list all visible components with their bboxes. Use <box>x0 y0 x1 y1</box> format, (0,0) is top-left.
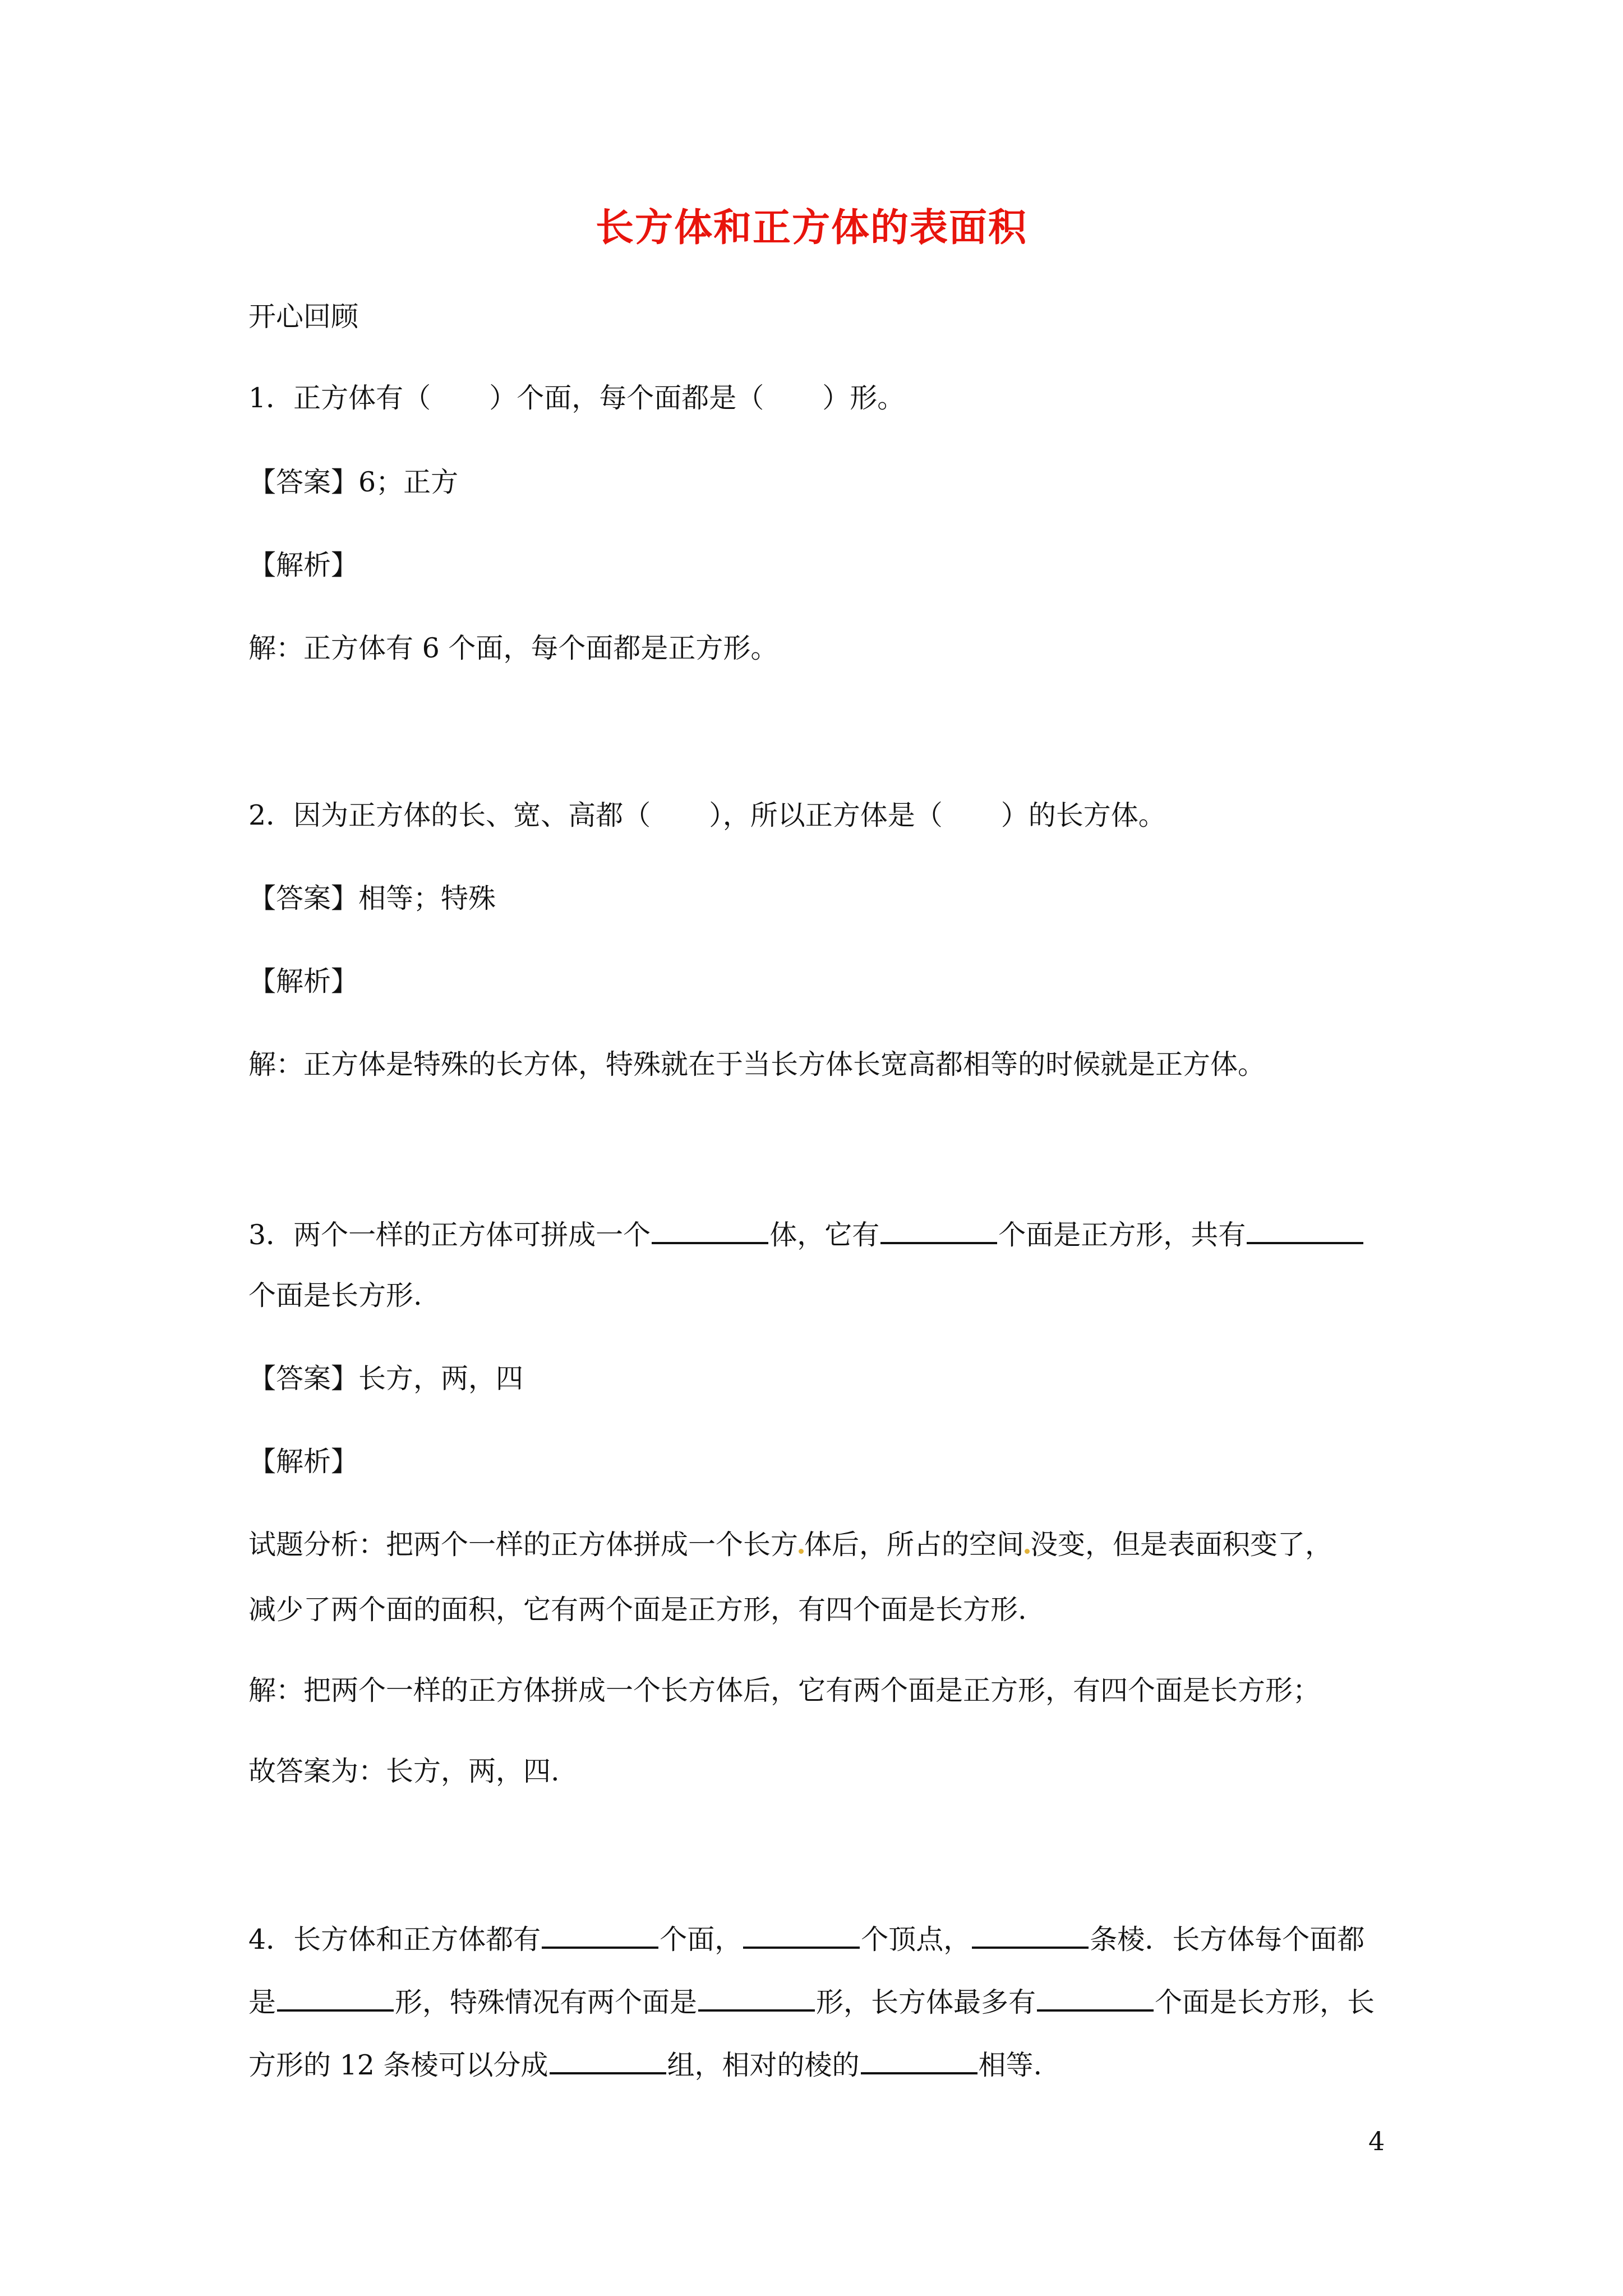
question-4-line-3: 方形的 12 条棱可以分成 组，相对的棱的 相等. <box>248 2045 1415 2082</box>
answer-1: 【答案】6；正方 <box>248 466 459 498</box>
question-3-line-2: 个面是长方形. <box>248 1280 422 1312</box>
question-3-line-1: 3．两个一样的正方体可拼成一个 体，它有 个面是正方形，共有 <box>248 1215 1415 1252</box>
conclusion-3: 故答案为：长方，两，四. <box>248 1755 560 1787</box>
page-number: 4 <box>1368 2126 1385 2156</box>
answer-blank <box>550 2045 666 2074</box>
solution-1: 解：正方体有 6 个面，每个面都是正方形。 <box>248 632 778 664</box>
page-title: 长方体和正方体的表面积 <box>595 205 1027 250</box>
analysis-label-1: 【解析】 <box>248 549 359 581</box>
answer-blank <box>277 1982 394 2012</box>
analysis-label-2: 【解析】 <box>248 965 359 997</box>
section-heading: 开心回顾 <box>248 301 359 333</box>
analysis-3-line-2: 减少了两个面的面积，它有两个面是正方形，有四个面是长方形. <box>248 1594 1027 1626</box>
answer-blank <box>1247 1215 1363 1244</box>
answer-blank <box>972 1920 1089 1949</box>
answer-blank <box>880 1215 997 1244</box>
mark-dot <box>799 1549 804 1554</box>
question-1: 1．正方体有（ ）个面，每个面都是（ ）形。 <box>248 382 905 414</box>
mark-dot <box>1025 1549 1030 1554</box>
question-2: 2．因为正方体的长、宽、高都（ ），所以正方体是（ ）的长方体。 <box>248 799 1166 831</box>
answer-blank <box>861 2045 978 2074</box>
analysis-3-line-1: 试题分析：把两个一样的正方体拼成一个长方 体后，所占的空间 没变，但是表面积变了， <box>248 1529 1333 1561</box>
solution-2: 解：正方体是特殊的长方体，特殊就在于当长方体长宽高都相等的时候就是正方体。 <box>248 1048 1266 1080</box>
answer-blank <box>698 1982 815 2012</box>
question-4-line-2: 是 形，特殊情况有两个面是 形，长方体最多有 个面是长方形，长 <box>248 1982 1415 2019</box>
answer-blank <box>542 1920 658 1949</box>
answer-blank <box>652 1215 768 1244</box>
answer-3: 【答案】长方，两，四 <box>248 1363 524 1395</box>
answer-blank <box>1037 1982 1154 2012</box>
question-4-line-1: 4．长方体和正方体都有 个面， 个顶点， 条棱．长方体每个面都 <box>248 1920 1415 1957</box>
answer-blank <box>743 1920 860 1949</box>
analysis-label-3: 【解析】 <box>248 1446 359 1478</box>
answer-2: 【答案】相等；特殊 <box>248 882 496 914</box>
solution-3: 解：把两个一样的正方体拼成一个长方体后，它有两个面是正方形，有四个面是长方形； <box>248 1674 1321 1706</box>
